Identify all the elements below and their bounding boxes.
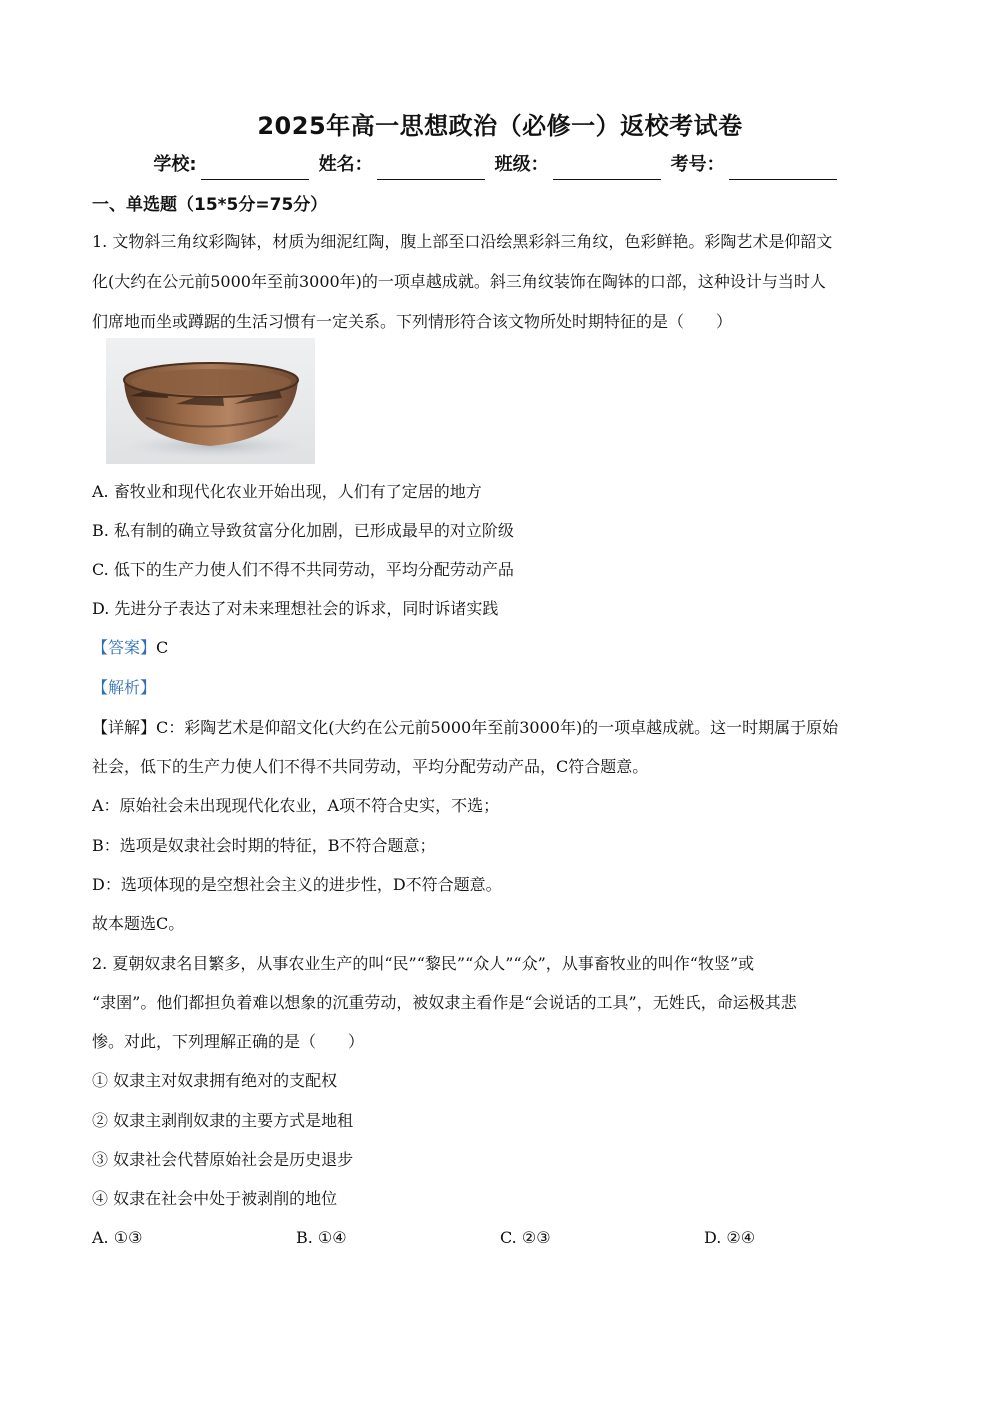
exam-title: 2025年高一思想政治（必修一）返校考试卷 [257, 112, 743, 140]
class-label: 班级： [494, 154, 549, 175]
detail-text: C：彩陶艺术是仰韶文化(大约在公元前5000年至前3000年)的一项卓越成就。这一时期属于原始 [156, 718, 839, 737]
pottery-bowl-image [106, 338, 315, 464]
q1-option-a: A. 畜牧业和现代化农业开始出现，人们有了定居的地方 [92, 482, 482, 501]
q2-statement-2: ② 奴隶主剥削奴隶的主要方式是地租 [92, 1111, 354, 1130]
school-field [153, 150, 312, 180]
exam-number-field [671, 150, 841, 180]
q2-stem-line: 2. 夏朝奴隶名目繁多，从事农业生产的叫“民”“黎民”“众人”“众”，从事畜牧业的叫作“牧竖”或 [92, 954, 755, 973]
q1-detail-line: A：原始社会未出现现代化农业，A项不符合史实，不选； [92, 796, 500, 815]
q2-statement-3: ③ 奴隶社会代替原始社会是历史退步 [92, 1150, 354, 1169]
answer-value: C [156, 638, 169, 657]
school-label: 学校: [153, 154, 197, 175]
analysis-label: 【解析】 [92, 678, 157, 697]
name-label: 姓名： [318, 154, 373, 175]
q1-option-b: B. 私有制的确立导致贫富分化加剧，已形成最早的对立阶级 [92, 521, 514, 540]
school-blank[interactable] [201, 157, 309, 180]
q2-stem-line: 惨。对此，下列理解正确的是（ ） [92, 1032, 365, 1051]
q2-option-b: B. ①④ [296, 1228, 347, 1247]
q2-option-d: D. ②④ [704, 1228, 756, 1247]
q1-option-c: C. 低下的生产力使人们不得不共同劳动，平均分配劳动产品 [92, 560, 514, 579]
detail-label: 【详解】 [92, 718, 157, 737]
q1-stem-line: 化(大约在公元前5000年至前3000年)的一项卓越成就。斜三角纹装饰在陶钵的口部，这种设计与当时人 [92, 272, 826, 291]
q2-stem-line: “隶圉”。他们都担负着难以想象的沉重劳动，被奴隶主看作是“会说话的工具”，无姓氏，命运极其悲 [92, 993, 797, 1012]
q2-statement-4: ④ 奴隶在社会中处于被剥削的地位 [92, 1189, 338, 1208]
q1-stem-line: 们席地而坐或蹲踞的生活习惯有一定关系。下列情形符合该文物所处时期特征的是（ ） [92, 312, 733, 331]
exam-number-label: 考号： [670, 154, 725, 175]
q1-stem-line: 1. 文物斜三角纹彩陶钵，材质为细泥红陶，腹上部至口沿绘黑彩斜三角纹，色彩鲜艳。彩陶艺术是仰韶文 [92, 232, 833, 251]
name-field [319, 150, 489, 180]
pottery-bowl-icon [106, 338, 315, 464]
q1-detail-line: D：选项体现的是空想社会主义的进步性，D不符合题意。 [92, 875, 502, 894]
q1-detail-line: 社会，低下的生产力使人们不得不共同劳动，平均分配劳动产品，C符合题意。 [92, 757, 649, 776]
class-field [495, 150, 665, 180]
q1-detail-line [92, 716, 838, 740]
q1-detail-line: B：选项是奴隶社会时期的特征，B不符合题意； [92, 836, 436, 855]
q1-answer [92, 636, 168, 660]
exam-number-blank[interactable] [729, 157, 837, 180]
answer-label: 【答案】 [92, 638, 157, 657]
section-title: 一、单选题（15*5分=75分） [92, 195, 328, 215]
name-blank[interactable] [377, 157, 485, 180]
q1-detail-line: 故本题选C。 [92, 914, 185, 933]
q2-statement-1: ① 奴隶主对奴隶拥有绝对的支配权 [92, 1071, 338, 1090]
class-blank[interactable] [553, 157, 661, 180]
q1-option-d: D. 先进分子表达了对未来理想社会的诉求，同时诉诸实践 [92, 599, 499, 618]
q2-option-c: C. ②③ [500, 1228, 551, 1247]
student-info-row [0, 150, 1000, 180]
q2-option-a: A. ①③ [92, 1228, 143, 1247]
